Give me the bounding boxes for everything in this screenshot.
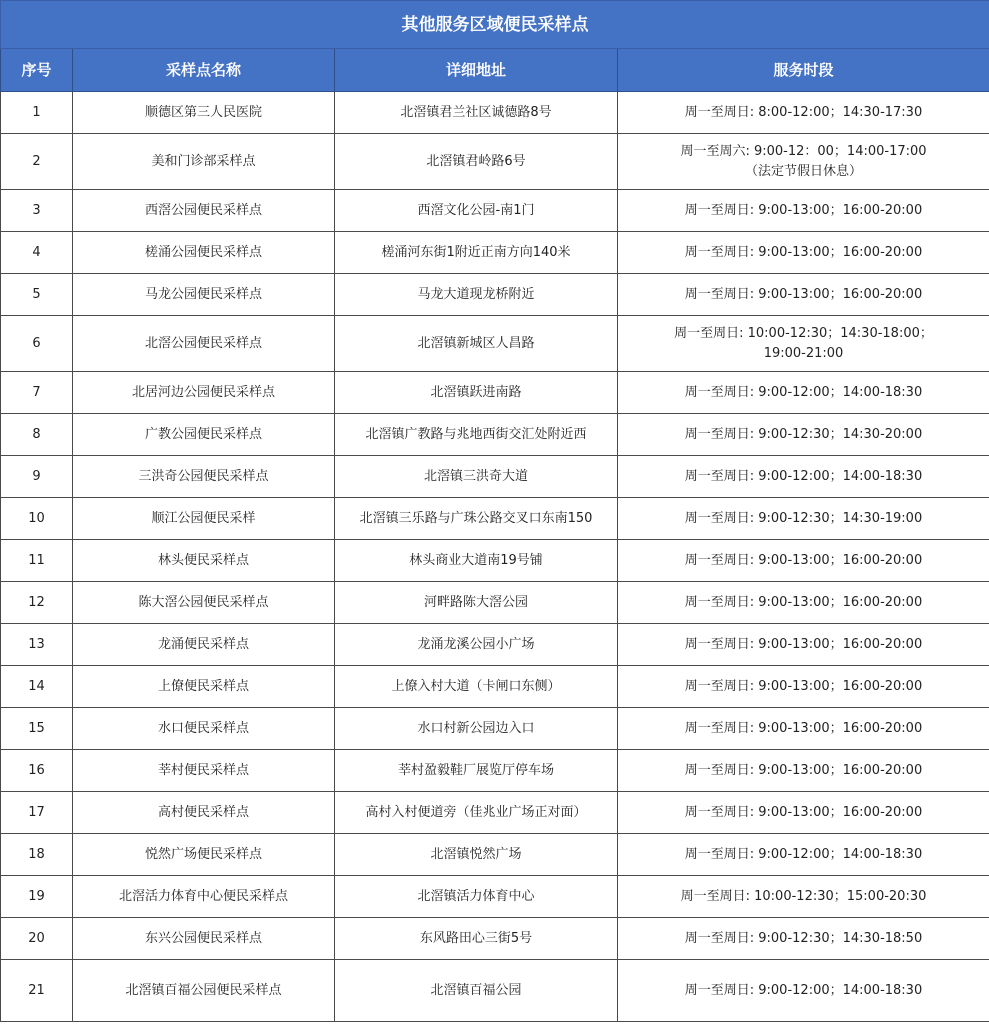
table-row: [1, 92, 989, 134]
cell-hours: [618, 960, 989, 1022]
cell-hours: [618, 134, 989, 190]
header-name: 采样点名称: [73, 49, 335, 92]
hours-line: 周一至周日: 9:00-13:00；16:00-20:00: [684, 202, 923, 218]
cell-address: 北滘镇活力体育中心: [335, 876, 618, 918]
cell-address: 北滘镇新城区人昌路: [335, 316, 618, 372]
hours-line: 周一至周日: 9:00-13:00；16:00-20:00: [684, 720, 923, 736]
hours-line: 周一至周日: 9:00-13:00；16:00-20:00: [684, 594, 923, 610]
cell-hours: [618, 92, 989, 134]
table-row: [1, 316, 989, 372]
cell-address: 北滘镇跃进南路: [335, 372, 618, 414]
cell-name: 陈大滘公园便民采样点: [73, 582, 335, 624]
table-row: [1, 876, 989, 918]
hours-line: 周一至周日: 9:00-12:30；14:30-18:50: [684, 930, 923, 946]
cell-address: 北滘镇悦然广场: [335, 834, 618, 876]
table-body: [1, 92, 989, 1022]
table-row: [1, 708, 989, 750]
cell-hours: [618, 834, 989, 876]
cell-hours: [618, 414, 989, 456]
cell-hours: [618, 498, 989, 540]
cell-name: 上僚便民采样点: [73, 666, 335, 708]
hours-line: 周一至周日: 9:00-12:30；14:30-19:00: [684, 510, 923, 526]
cell-number: 10: [1, 498, 73, 540]
table-row: [1, 750, 989, 792]
cell-hours: [618, 456, 989, 498]
cell-name: 顺江公园便民采样: [73, 498, 335, 540]
cell-hours: [618, 876, 989, 918]
table-row: [1, 960, 989, 1022]
cell-address: 北滘镇百福公园: [335, 960, 618, 1022]
cell-name: 广教公园便民采样点: [73, 414, 335, 456]
cell-name: 东兴公园便民采样点: [73, 918, 335, 960]
table-row: [1, 232, 989, 274]
cell-address: 水口村新公园边入口: [335, 708, 618, 750]
table-row: [1, 582, 989, 624]
cell-hours: [618, 190, 989, 232]
table-row: [1, 792, 989, 834]
cell-number: 14: [1, 666, 73, 708]
cell-hours: [618, 582, 989, 624]
cell-number: 3: [1, 190, 73, 232]
cell-name: 悦然广场便民采样点: [73, 834, 335, 876]
cell-name: 三洪奇公园便民采样点: [73, 456, 335, 498]
hours-line-secondary: （法定节假日休息）: [744, 163, 862, 179]
cell-hours: [618, 918, 989, 960]
cell-address: 河畔路陈大滘公园: [335, 582, 618, 624]
cell-number: 19: [1, 876, 73, 918]
hours-line: 周一至周日: 9:00-13:00；16:00-20:00: [684, 678, 923, 694]
cell-number: 4: [1, 232, 73, 274]
cell-name: 西滘公园便民采样点: [73, 190, 335, 232]
cell-hours: [618, 274, 989, 316]
table-header-row: [1, 49, 989, 92]
table-row: [1, 274, 989, 316]
hours-line: 周一至周日: 10:00-12:30；14:30-18:00；: [674, 325, 933, 341]
cell-name: 马龙公园便民采样点: [73, 274, 335, 316]
cell-hours: [618, 624, 989, 666]
cell-address: 北滘镇三乐路与广珠公路交叉口东南150: [335, 498, 618, 540]
hours-line: 周一至周日: 9:00-12:00；14:00-18:30: [684, 468, 923, 484]
cell-address: 北滘镇君兰社区诚德路8号: [335, 92, 618, 134]
hours-line: 周一至周日: 9:00-13:00；16:00-20:00: [684, 244, 923, 260]
cell-name: 水口便民采样点: [73, 708, 335, 750]
table-row: [1, 624, 989, 666]
cell-hours: [618, 540, 989, 582]
cell-hours: [618, 666, 989, 708]
cell-number: 21: [1, 960, 73, 1022]
table-title: 其他服务区域便民采样点: [1, 1, 989, 49]
table-title-row: [1, 1, 989, 49]
table-row: [1, 666, 989, 708]
cell-name: 北滘活力体育中心便民采样点: [73, 876, 335, 918]
cell-address: 北滘镇三洪奇大道: [335, 456, 618, 498]
hours-line: 周一至周六: 9:00-12：00；14:00-17:00: [680, 143, 927, 159]
cell-number: 9: [1, 456, 73, 498]
cell-name: 槎涌公园便民采样点: [73, 232, 335, 274]
cell-number: 13: [1, 624, 73, 666]
table-row: [1, 540, 989, 582]
table-row: [1, 372, 989, 414]
cell-address: 北滘镇君岭路6号: [335, 134, 618, 190]
hours-line: 周一至周日: 9:00-12:00；14:00-18:30: [684, 846, 923, 862]
hours-line: 周一至周日: 9:00-12:00；14:00-18:30: [684, 982, 923, 998]
header-number: 序号: [1, 49, 73, 92]
cell-address: 龙涌龙溪公园小广场: [335, 624, 618, 666]
cell-number: 16: [1, 750, 73, 792]
hours-line: 周一至周日: 9:00-12:30；14:30-20:00: [684, 426, 923, 442]
cell-name: 北居河边公园便民采样点: [73, 372, 335, 414]
cell-address: 上僚入村大道（卡闸口东侧）: [335, 666, 618, 708]
table-row: [1, 414, 989, 456]
cell-address: 东风路田心三街5号: [335, 918, 618, 960]
cell-hours: [618, 232, 989, 274]
cell-number: 17: [1, 792, 73, 834]
cell-number: 1: [1, 92, 73, 134]
cell-hours: [618, 372, 989, 414]
cell-address: 林头商业大道南19号铺: [335, 540, 618, 582]
table-row: [1, 190, 989, 232]
cell-hours: [618, 750, 989, 792]
cell-address: 槎涌河东街1附近正南方向140米: [335, 232, 618, 274]
cell-number: 2: [1, 134, 73, 190]
cell-number: 15: [1, 708, 73, 750]
cell-number: 5: [1, 274, 73, 316]
cell-number: 18: [1, 834, 73, 876]
cell-number: 20: [1, 918, 73, 960]
table-row: [1, 134, 989, 190]
cell-name: 龙涌便民采样点: [73, 624, 335, 666]
hours-line: 周一至周日: 9:00-13:00；16:00-20:00: [684, 804, 923, 820]
cell-name: 北滘公园便民采样点: [73, 316, 335, 372]
cell-name: 高村便民采样点: [73, 792, 335, 834]
cell-hours: [618, 316, 989, 372]
cell-number: 6: [1, 316, 73, 372]
cell-name: 莘村便民采样点: [73, 750, 335, 792]
cell-address: 西滘文化公园-南1门: [335, 190, 618, 232]
hours-line-secondary: 19:00-21:00: [763, 345, 844, 361]
table-row: [1, 456, 989, 498]
cell-number: 12: [1, 582, 73, 624]
cell-name: 北滘镇百福公园便民采样点: [73, 960, 335, 1022]
cell-number: 7: [1, 372, 73, 414]
cell-address: 北滘镇广教路与兆地西街交汇处附近西: [335, 414, 618, 456]
hours-line: 周一至周日: 9:00-12:00；14:00-18:30: [684, 384, 923, 400]
hours-line: 周一至周日: 9:00-13:00；16:00-20:00: [684, 286, 923, 302]
cell-address: 莘村盈毅鞋厂展览厅停车场: [335, 750, 618, 792]
cell-name: 林头便民采样点: [73, 540, 335, 582]
cell-name: 美和门诊部采样点: [73, 134, 335, 190]
hours-line: 周一至周日: 9:00-13:00；16:00-20:00: [684, 636, 923, 652]
cell-number: 8: [1, 414, 73, 456]
cell-address: 马龙大道现龙桥附近: [335, 274, 618, 316]
cell-number: 11: [1, 540, 73, 582]
cell-hours: [618, 708, 989, 750]
table-row: [1, 834, 989, 876]
hours-line: 周一至周日: 10:00-12:30；15:00-20:30: [680, 888, 927, 904]
cell-name: 顺德区第三人民医院: [73, 92, 335, 134]
hours-line: 周一至周日: 8:00-12:00；14:30-17:30: [684, 104, 923, 120]
hours-line: 周一至周日: 9:00-13:00；16:00-20:00: [684, 552, 923, 568]
header-address: 详细地址: [335, 49, 618, 92]
cell-address: 高村入村便道旁（佳兆业广场正对面）: [335, 792, 618, 834]
header-hours: 服务时段: [618, 49, 989, 92]
hours-line: 周一至周日: 9:00-13:00；16:00-20:00: [684, 762, 923, 778]
cell-hours: [618, 792, 989, 834]
table-row: [1, 918, 989, 960]
table-row: [1, 498, 989, 540]
